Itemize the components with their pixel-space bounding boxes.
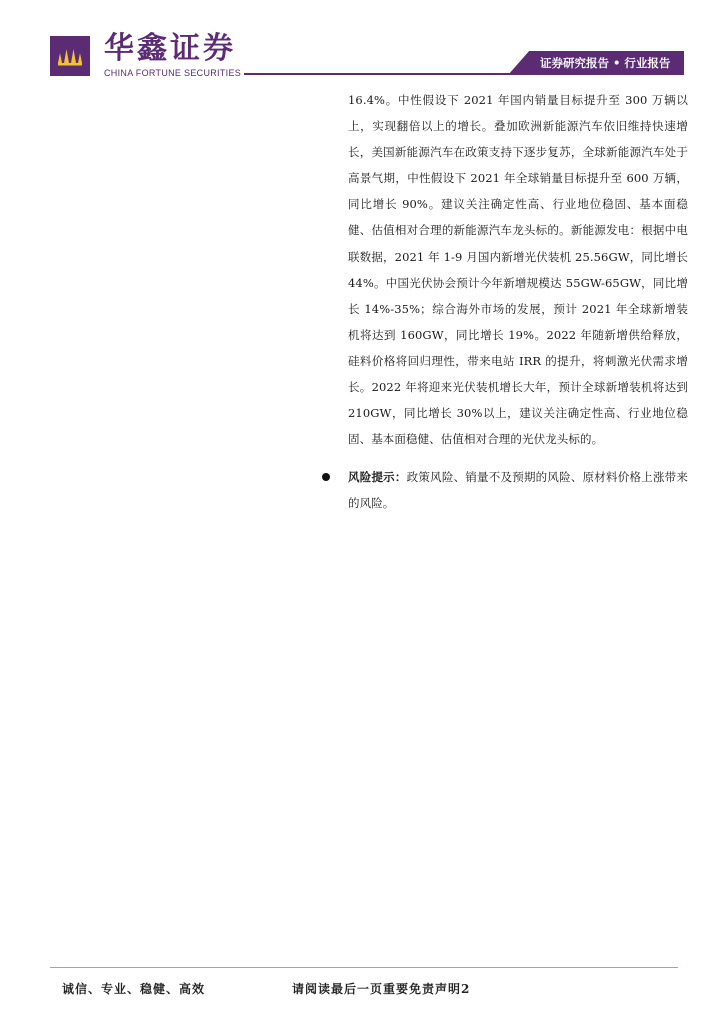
risk-paragraph [348, 464, 688, 516]
brand-name-en: CHINA FORTUNE SECURITIES [104, 68, 242, 78]
flame-logo-icon [50, 36, 90, 76]
risk-item [348, 464, 688, 516]
page-number: 2 [461, 982, 471, 996]
footer-divider [50, 967, 678, 968]
logo-icon [50, 36, 90, 76]
risk-text: 政策风险、销量不及预期的风险、原材料价格上涨带来的风险。 [348, 470, 689, 511]
report-tag: 证券研究报告 • 行业报告 [540, 56, 671, 70]
footer-motto: 诚信、专业、稳健、高效 [62, 982, 206, 996]
bullet-dot-icon [322, 473, 330, 481]
risk-label: 风险提示： [348, 470, 407, 485]
footer-disclaimer: 请阅读最后一页重要免责声明 [292, 982, 462, 996]
report-body [348, 87, 688, 517]
footer-disclaimer-block [292, 980, 470, 997]
brand-name-cn: 华鑫证券 [104, 31, 236, 66]
body-paragraph: 16.4%。中性假设下 2021 年国内销量目标提升至 300 万辆以上，实现翻倍以上的增长。叠加欧洲新能源汽车依旧维持快速增长，美国新能源汽车在政策支持下逐步复苏，全球新能源汽车处于高景气期，中性假设下 2021 年全球销量目标提升至 600 万辆，同比增长 90%。建议关注确定性高、行业地位稳固、基本面稳健、估值相对合理的新能源汽车龙头标的。新能源发电：根据中电联数据，2021 年 1-9 月国内新增光伏装机 25.56GW，同比增长 44%。中国光伏协会预计今年新增规模达 55GW-65GW，同比增长 14%-35%；综合海外市场的发展，预计 2021 年全球新增装机将达到 160GW，同比增长 19%。2022 年随新增供给释放，硅料价格将回归理性，带来电站 IRR 的提升，将刺激光伏需求增长。2022 年将迎来光伏装机增长大年，预计全球新增装机将达到 210GW，同比增长 30%以上，建议关注确定性高、行业地位稳固、基本面稳健、估值相对合理的光伏龙头标的。 [348, 93, 688, 447]
